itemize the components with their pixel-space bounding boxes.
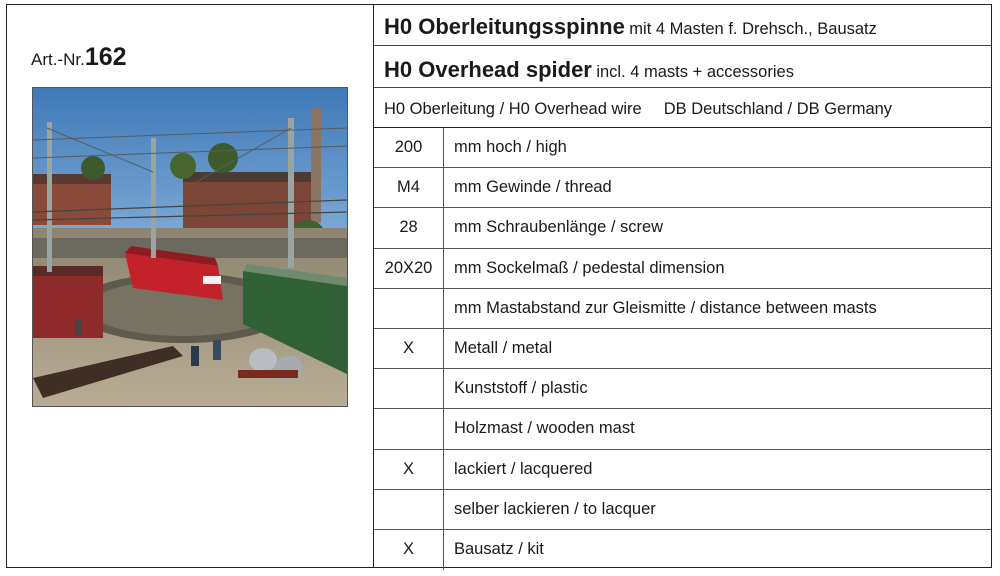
spec-row bbox=[374, 329, 991, 369]
article-prefix: Art.-Nr. bbox=[31, 50, 85, 69]
spec-label: Metall / metal bbox=[454, 339, 553, 358]
spec-value bbox=[374, 369, 444, 408]
spec-label: mm Gewinde / thread bbox=[454, 178, 612, 197]
spec-value: M4 bbox=[374, 168, 444, 207]
region-label: DB Deutschland / DB Germany bbox=[663, 100, 893, 118]
product-sheet bbox=[6, 4, 992, 568]
spec-value: 28 bbox=[374, 208, 444, 247]
model-railway-photo-icon bbox=[33, 88, 347, 406]
spec-label: mm hoch / high bbox=[454, 138, 567, 157]
spec-value: X bbox=[374, 530, 444, 570]
spec-value: 20X20 bbox=[374, 249, 444, 288]
spec-value: 200 bbox=[374, 128, 444, 167]
spec-label: Holzmast / wooden mast bbox=[454, 419, 635, 438]
title-german: H0 Oberleitungsspinne bbox=[384, 14, 625, 39]
spec-row bbox=[374, 249, 991, 289]
spec-label: lackiert / lacquered bbox=[454, 459, 593, 478]
spec-row bbox=[374, 128, 991, 168]
article-number bbox=[31, 43, 127, 72]
product-photo bbox=[32, 87, 348, 407]
subtitle-english: incl. 4 masts + accessories bbox=[596, 63, 794, 81]
spec-row bbox=[374, 289, 991, 329]
spec-row bbox=[374, 208, 991, 248]
category-row bbox=[374, 88, 991, 128]
spec-value bbox=[374, 409, 444, 448]
spec-label: mm Mastabstand zur Gleismitte / distance between masts bbox=[454, 298, 877, 317]
spec-row bbox=[374, 369, 991, 409]
spec-label: Bausatz / kit bbox=[454, 540, 544, 559]
spec-label: selber lackieren / to lacquer bbox=[454, 499, 656, 518]
title-german-row bbox=[374, 5, 991, 46]
spec-value bbox=[374, 490, 444, 529]
spec-label: mm Schraubenlänge / screw bbox=[454, 218, 664, 237]
right-panel bbox=[374, 5, 991, 567]
spec-row bbox=[374, 530, 991, 570]
spec-row bbox=[374, 490, 991, 530]
spec-row bbox=[374, 409, 991, 449]
spec-value: X bbox=[374, 329, 444, 368]
left-panel bbox=[7, 5, 374, 567]
spec-value bbox=[374, 289, 444, 328]
spec-label: Kunststoff / plastic bbox=[454, 379, 588, 398]
article-number-value: 162 bbox=[84, 43, 127, 71]
spec-row bbox=[374, 450, 991, 490]
subtitle-german: mit 4 Masten f. Drehsch., Bausatz bbox=[629, 20, 877, 38]
category-label: H0 Oberleitung / H0 Overhead wire bbox=[384, 100, 642, 118]
title-english-row bbox=[374, 46, 991, 88]
spec-row bbox=[374, 168, 991, 208]
spec-value: X bbox=[374, 450, 444, 489]
spec-label: mm Sockelmaß / pedestal dimension bbox=[454, 258, 725, 277]
title-english: H0 Overhead spider bbox=[384, 57, 592, 82]
spec-table bbox=[374, 128, 991, 570]
